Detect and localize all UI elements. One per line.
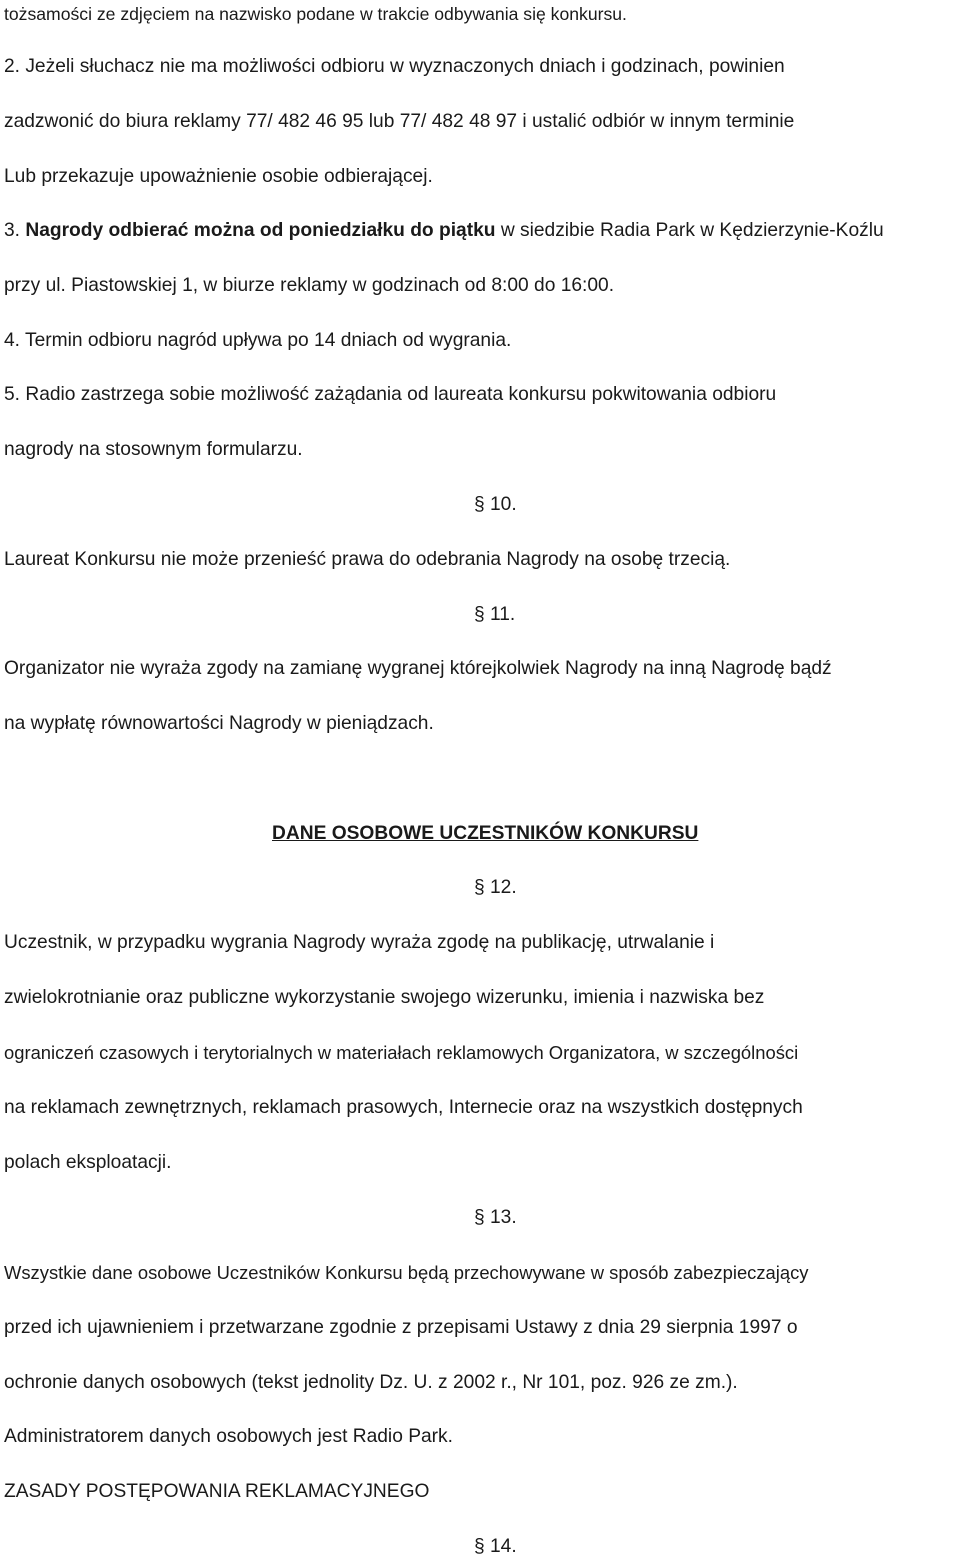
paragraph-line: Wszystkie dane osobowe Uczestników Konkursu będą przechowywane w sposób zabezpieczający <box>4 1262 809 1283</box>
line-text: w siedzibie Radia Park w Kędzierzynie-Koźlu <box>495 220 884 241</box>
item-number: 3. <box>4 220 26 241</box>
paragraph-line: 4. Termin odbioru nagród upływa po 14 dniach od wygrania. <box>4 330 512 351</box>
paragraph-line: Administratorem danych osobowych jest Radio Park. <box>4 1426 453 1447</box>
paragraph-line: polach eksploatacji. <box>4 1152 172 1173</box>
paragraph-line: tożsamości ze zdjęciem na nazwisko podane w trakcie odbywania się konkursu. <box>4 4 627 24</box>
paragraph-line: 5. Radio zastrzega sobie możliwość zażądania od laureata konkursu pokwitowania odbioru <box>4 384 777 405</box>
section-title: ZASADY POSTĘPOWANIA REKLAMACYJNEGO <box>4 1481 430 1502</box>
paragraph-line <box>4 219 884 243</box>
section-heading: DANE OSOBOWE UCZESTNIKÓW KONKURSU <box>272 823 699 844</box>
section-number: § 12. <box>474 877 517 898</box>
paragraph-line: Uczestnik, w przypadku wygrania Nagrody wyraża zgodę na publikację, utrwalanie i <box>4 932 715 953</box>
paragraph-line: ograniczeń czasowych i terytorialnych w materiałach reklamowych Organizatora, w szczególności <box>4 1042 799 1063</box>
paragraph-line: zadzwonić do biura reklamy 77/ 482 46 95 lub 77/ 482 48 97 i ustalić odbiór w innym terminie <box>4 111 795 132</box>
section-number: § 13. <box>474 1207 517 1228</box>
bold-phrase: Nagrody odbierać można od poniedziałku do piątku <box>25 220 496 241</box>
paragraph-line: przy ul. Piastowskiej 1, w biurze reklamy w godzinach od 8:00 do 16:00. <box>4 275 615 296</box>
paragraph-line: 2. Jeżeli słuchacz nie ma możliwości odbioru w wyznaczonych dniach i godzinach, powinien <box>4 56 785 77</box>
section-number: § 11. <box>474 604 516 625</box>
paragraph-line: zwielokrotnianie oraz publiczne wykorzystanie swojego wizerunku, imienia i nazwiska bez <box>4 987 765 1008</box>
paragraph-line: nagrody na stosownym formularzu. <box>4 439 303 460</box>
paragraph-line: Organizator nie wyraża zgody na zamianę wygranej którejkolwiek Nagrody na inną Nagrodę bądź <box>4 658 832 679</box>
paragraph-line: ochronie danych osobowych (tekst jednolity Dz. U. z 2002 r., Nr 101, poz. 926 ze zm.). <box>4 1372 738 1393</box>
paragraph-line: Lub przekazuje upoważnienie osobie odbierającej. <box>4 166 433 187</box>
section-number: § 10. <box>474 494 517 515</box>
paragraph-line: przed ich ujawnieniem i przetwarzane zgodnie z przepisami Ustawy z dnia 29 sierpnia 1997 o <box>4 1317 798 1338</box>
paragraph-line: na reklamach zewnętrznych, reklamach prasowych, Internecie oraz na wszystkich dostępnych <box>4 1097 803 1118</box>
section-number: § 14. <box>474 1536 517 1557</box>
paragraph-line: na wypłatę równowartości Nagrody w pieniądzach. <box>4 713 434 734</box>
paragraph-line: Laureat Konkursu nie może przenieść prawa do odebrania Nagrody na osobę trzecią. <box>4 549 731 570</box>
